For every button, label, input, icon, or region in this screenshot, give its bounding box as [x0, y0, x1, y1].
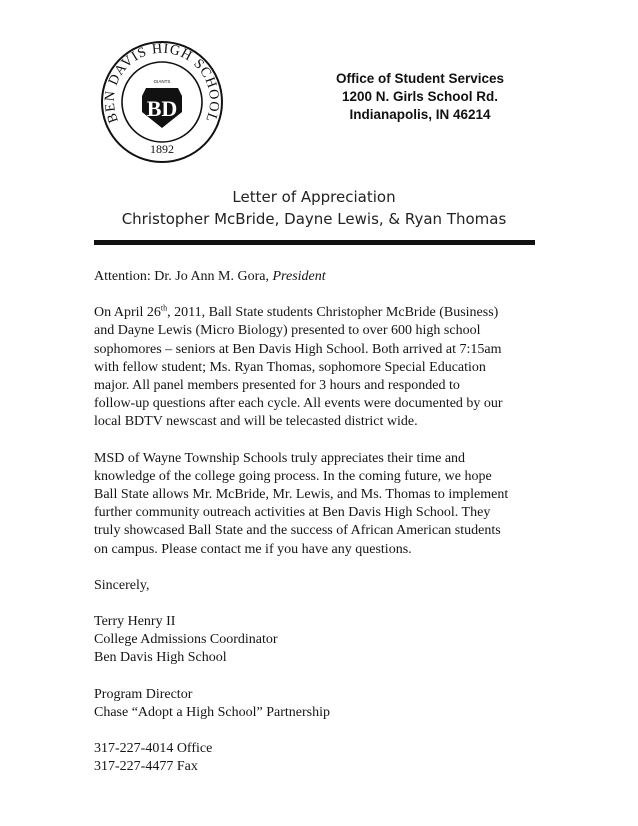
heading-divider — [94, 240, 535, 245]
paragraph-2 — [94, 450, 554, 559]
paragraph-line: MSD of Wayne Township Schools truly appreciates their time and — [94, 450, 466, 466]
office-address — [300, 70, 540, 124]
paragraph-line: major. All panel members presented for 3 hours and responded to — [94, 378, 460, 394]
closing: Sincerely, — [94, 577, 150, 593]
paragraph-line: sophomores – seniors at Ben Davis High School. Both arrived at 7:15am — [94, 341, 502, 357]
paragraph-line: local BDTV newscast and will be telecasted district wide. — [94, 414, 418, 430]
fax-number: 317-227-4477 Fax — [94, 759, 198, 775]
attention-line — [94, 268, 554, 286]
office-phone: 317-227-4014 Office — [94, 741, 213, 757]
school-seal — [100, 36, 224, 168]
paragraph-line: and Dayne Lewis (Micro Biology) presented to over 600 high school — [94, 323, 481, 339]
paragraph-1 — [94, 304, 554, 431]
contact-block — [94, 740, 554, 776]
seal-monogram: BD — [146, 96, 178, 121]
signer-name: Terry Henry II — [94, 614, 176, 630]
paragraph-line: further community outreach activities at Ben Davis High School. They — [94, 505, 491, 521]
signer-organization: Ben Davis High School — [94, 650, 227, 666]
street-address: 1200 N. Girls School Rd. — [341, 89, 499, 104]
paragraph-line: knowledge of the college going process. In the coming future, we hope — [94, 468, 492, 484]
attention-recipient: Attention: Dr. Jo Ann M. Gora, — [94, 269, 273, 284]
letter-title: Letter of Appreciation — [232, 188, 396, 206]
paragraph-line: On April 26th, 2011, Ball State students Christopher McBride (Business) — [94, 303, 499, 321]
paragraph-line: Ball State allows Mr. McBride, Mr. Lewis, and Ms. Thomas to implement — [94, 487, 509, 503]
paragraph-line: follow-up questions after each cycle. All events were documented by our — [94, 396, 503, 412]
attention-role: President — [272, 269, 326, 284]
honoree-names: Christopher McBride, Dayne Lewis, & Ryan Thomas — [121, 210, 507, 228]
letter-heading — [94, 186, 534, 230]
program-title: Program Director — [94, 686, 193, 702]
seal-school-name: BEN DAVIS HIGH SCHOOL — [102, 41, 222, 125]
paragraph-line: truly showcased Ball State and the success of African American students — [94, 523, 501, 539]
program-block — [94, 686, 554, 722]
signature-block — [94, 613, 554, 668]
seal-banner: GIANTS — [153, 79, 171, 84]
seal-graphic — [100, 36, 224, 168]
paragraph-line: with fellow student; Ms. Ryan Thomas, sophomore Special Education — [94, 359, 486, 375]
letter-body — [94, 268, 554, 794]
paragraph-line: on campus. Please contact me if you have any questions. — [94, 541, 412, 557]
signer-title: College Admissions Coordinator — [94, 632, 278, 648]
office-name: Office of Student Services — [335, 71, 505, 86]
seal-year: 1892 — [150, 142, 174, 156]
partnership-name: Chase “Adopt a High School” Partnership — [94, 704, 331, 720]
city-state-zip: Indianapolis, IN 46214 — [349, 107, 491, 122]
